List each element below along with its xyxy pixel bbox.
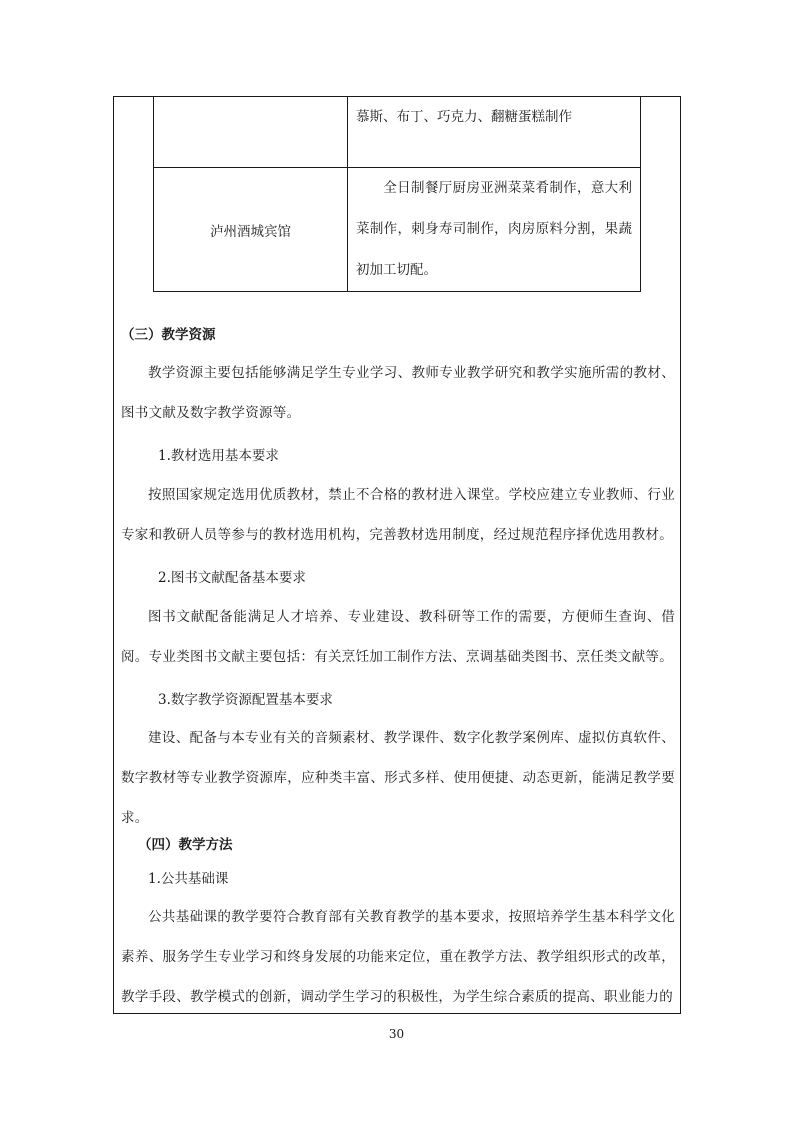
training-content-text: 全日制餐厅厨房亚洲菜菜肴制作，意大利菜制作，刺身寿司制作，肉房原料分割，果蔬初加工切配。 bbox=[356, 180, 632, 278]
training-content-cell bbox=[348, 168, 641, 292]
section-heading-teaching-methods: （四）教学方法 bbox=[138, 837, 233, 853]
practice-base-table bbox=[153, 97, 641, 292]
table-row bbox=[154, 97, 641, 168]
section-heading-teaching-resources: （三）教学资源 bbox=[121, 327, 216, 343]
page-number: 30 bbox=[388, 1027, 405, 1041]
digital-resources-body: 建设、配备与本专业有关的音频素材、教学课件、数字化教学案例库、虚拟仿真软件、数字教材等专业教学资源库，应种类丰富、形式多样、使用便捷、动态更新，能满足教学要求。 bbox=[121, 730, 675, 826]
table-row bbox=[154, 168, 641, 292]
public-basic-course-body: 公共基础课的教学要符合教育部有关教育教学的基本要求，按照培养学生基本科学文化素养、服务学生专业学习和终身发展的功能来定位，重在教学方法、教学组织形式的改革，教学手段、教学模式的创新，调动学生学习的积极性，为学生综合素质的提高、职业能力的 bbox=[121, 909, 675, 1005]
library-requirements-title: 2.图书文献配备基本要求 bbox=[158, 570, 306, 586]
base-name-cell: 泸州酒城宾馆 bbox=[154, 168, 348, 292]
training-content-cell: 慕斯、布丁、巧克力、翻糖蛋糕制作 bbox=[348, 97, 641, 168]
library-requirements-body: 图书文献配备能满足人才培养、专业建设、教科研等工作的需要，方便师生查询、借阅。专业类图书文献主要包括：有关烹饪加工制作方法、烹调基础类图书、烹任类文献等。 bbox=[121, 609, 675, 665]
page-frame bbox=[113, 96, 681, 1014]
public-basic-course-title: 1.公共基础课 bbox=[148, 871, 229, 887]
textbook-requirements-title: 1.教材选用基本要求 bbox=[158, 448, 279, 464]
teaching-resources-intro: 教学资源主要包括能够满足学生专业学习、教师专业教学研究和教学实施所需的教材、图书文献及数字教学资源等。 bbox=[121, 365, 675, 421]
base-name-cell bbox=[154, 97, 348, 168]
textbook-requirements-body: 按照国家规定选用优质教材，禁止不合格的教材进入课堂。学校应建立专业教师、行业专家和教研人员等参与的教材选用机构，完善教材选用制度，经过规范程序择优选用教材。 bbox=[121, 487, 675, 543]
digital-resources-title: 3.数字教学资源配置基本要求 bbox=[158, 692, 333, 708]
